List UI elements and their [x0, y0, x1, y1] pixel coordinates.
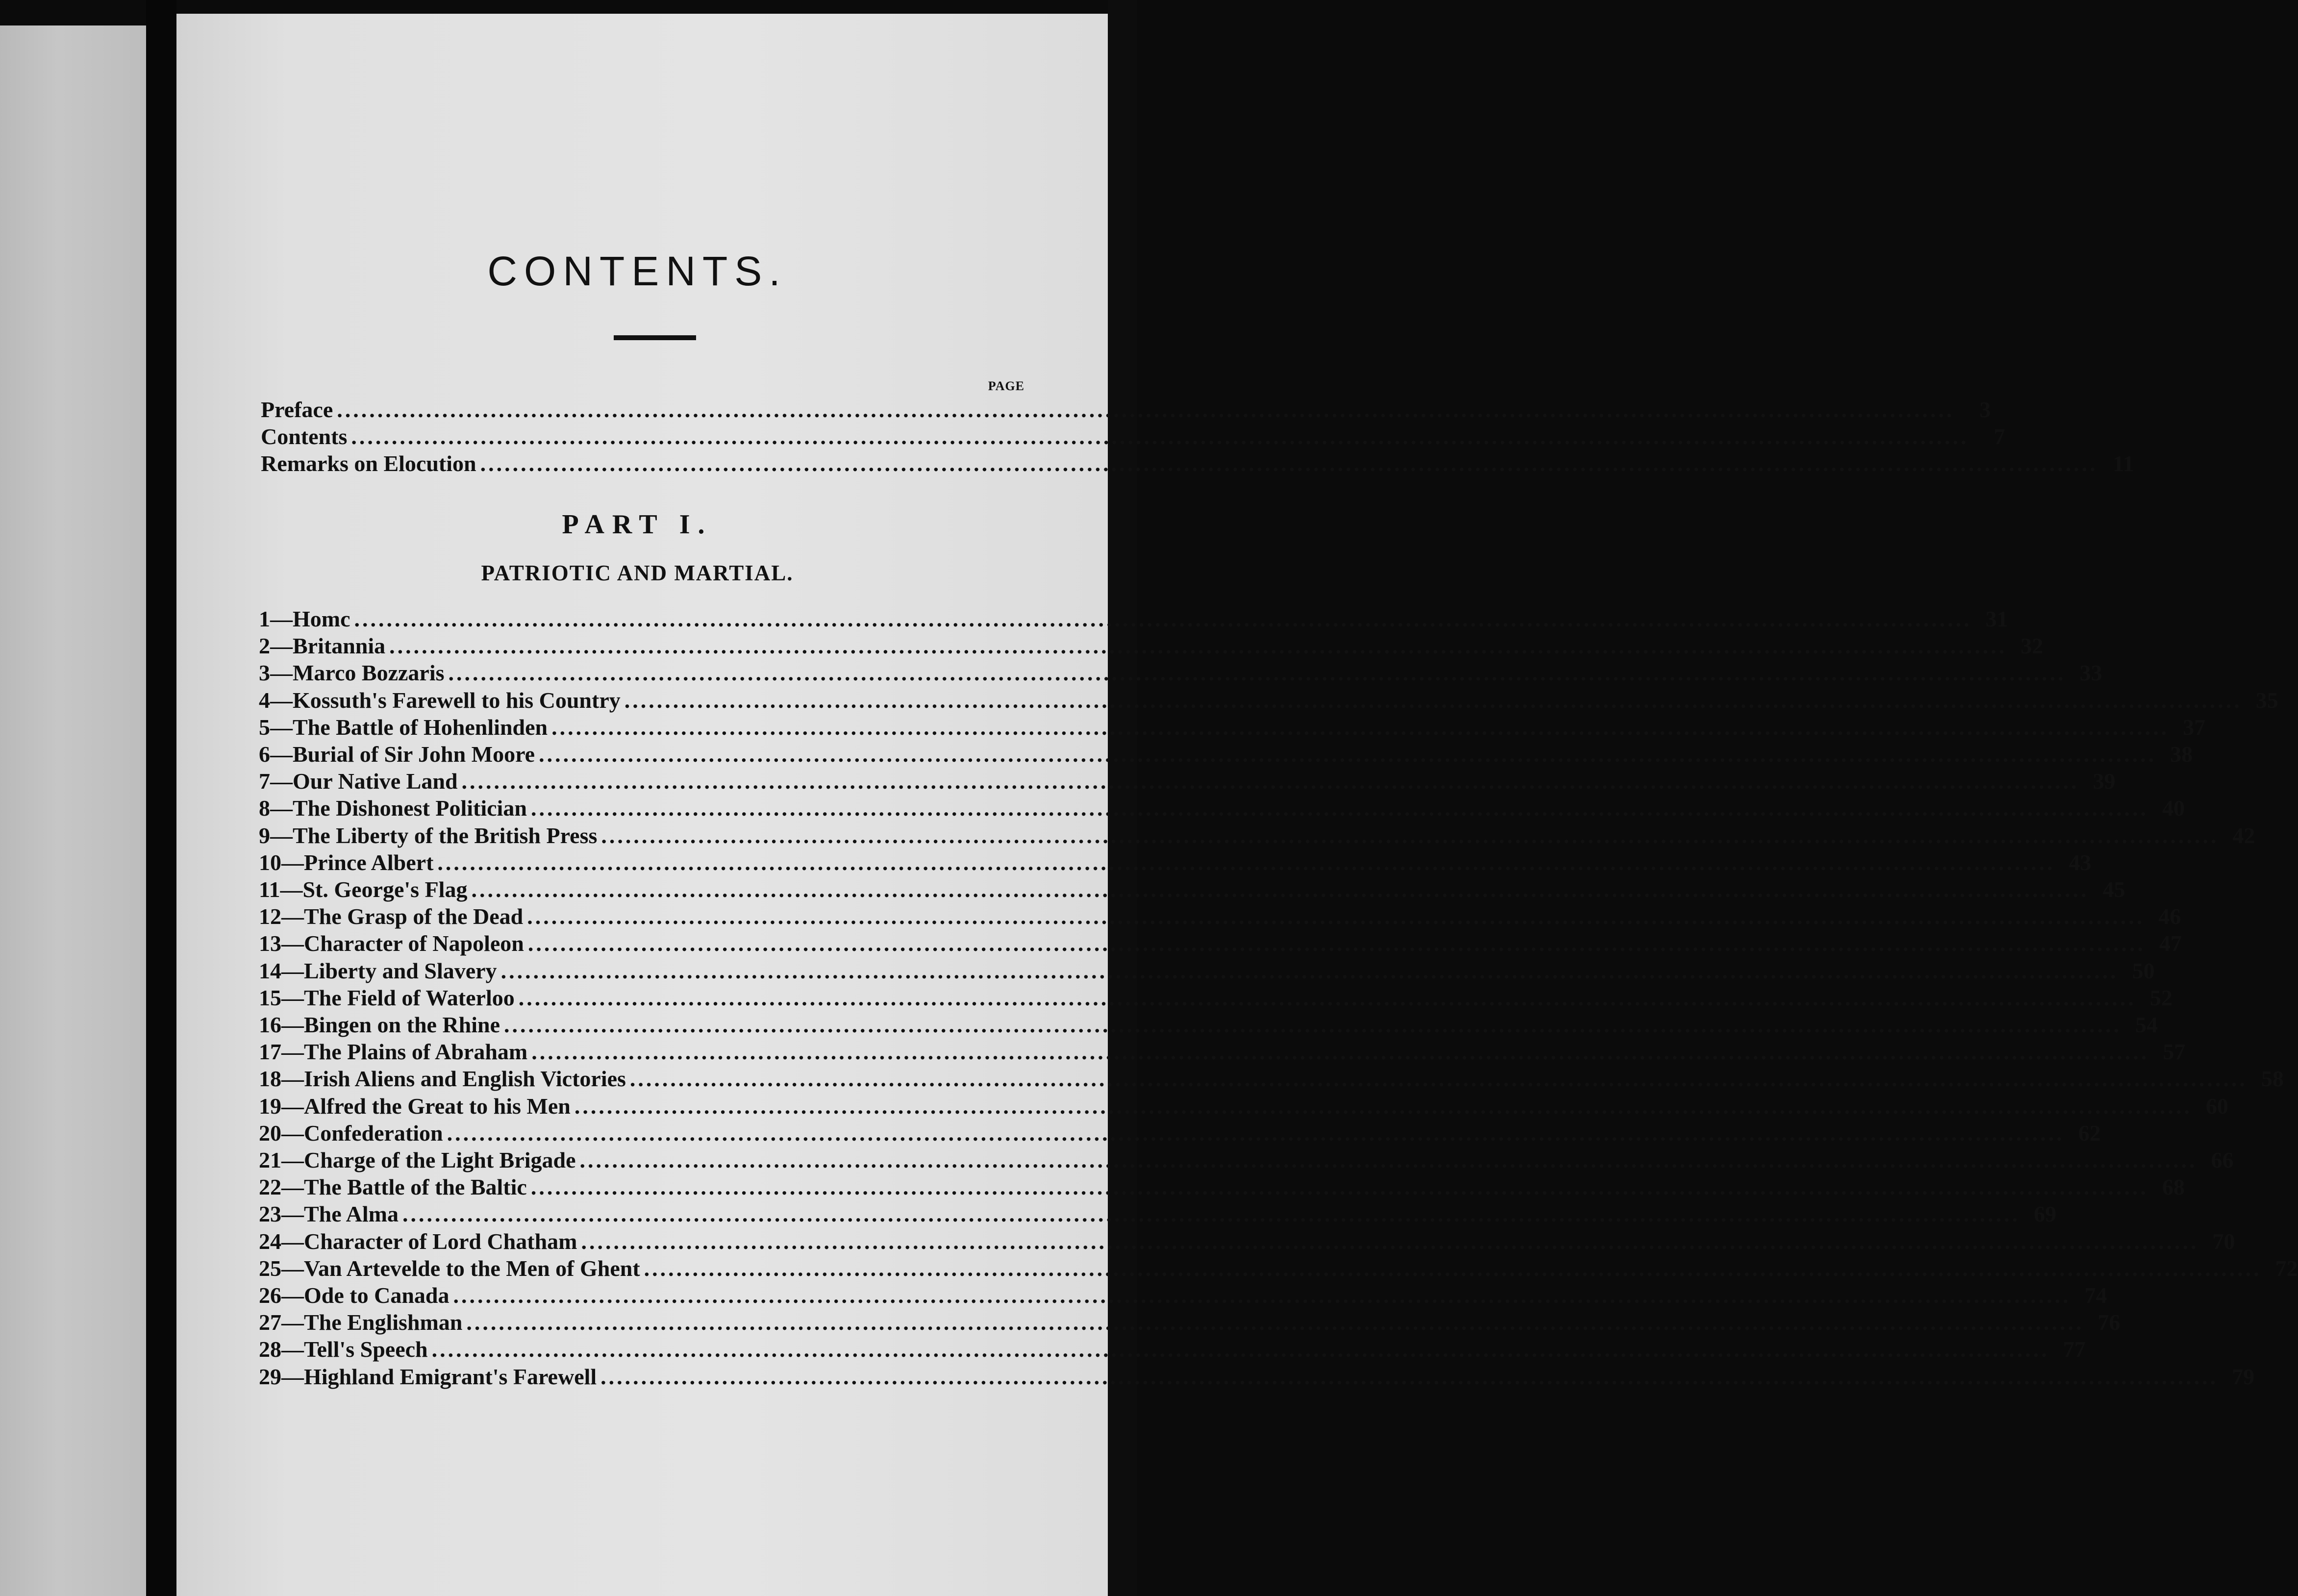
previous-page-edge [0, 25, 146, 1596]
toc-page-number: 33 [2079, 660, 2102, 685]
toc-entry-row [259, 660, 2102, 685]
dot-leader: ........................................................................................................................................................................................................ [447, 1121, 2065, 1146]
toc-entry-title: 22—The Battle of the Baltic [259, 1174, 527, 1199]
toc-page-number: 45 [2102, 877, 2125, 902]
title-rule [614, 335, 696, 340]
toc-entry-row [259, 1039, 2186, 1064]
toc-entry-row [259, 1364, 2255, 1389]
toc-entry-title: 14—Liberty and Slavery [259, 958, 497, 983]
toc-entry-title: 8—The Dishonest Politician [259, 796, 527, 821]
toc-entry-row [259, 1337, 2086, 1362]
toc-entry-title: 7—Our Native Land [259, 769, 458, 794]
toc-page-number: 32 [2021, 633, 2044, 658]
toc-entry-title: 27—The Englishman [259, 1310, 463, 1335]
toc-entry-row [259, 688, 2278, 713]
toc-entry-row [259, 985, 2173, 1010]
dot-leader: ........................................................................................................................................................................................................ [402, 1201, 2020, 1226]
dot-leader: ........................................................................................................................................................................................................ [600, 1364, 2219, 1389]
toc-entry-title: 1—Homc [259, 606, 350, 631]
toc-page-number: 69 [2033, 1201, 2056, 1226]
toc-row-preface [261, 397, 1991, 422]
dot-leader: ........................................................................................................................................................................................................ [437, 850, 2055, 875]
toc-entry-row [259, 877, 2125, 902]
toc-page-number: 7 [1994, 424, 2005, 449]
dot-leader: ........................................................................................................................................................................................................ [471, 877, 2089, 902]
toc-entry-title: 29—Highland Emigrant's Farewell [259, 1364, 597, 1389]
toc-page-number: 52 [2149, 985, 2173, 1010]
toc-page-number: 68 [2162, 1174, 2185, 1199]
toc-page-number: 54 [2135, 1012, 2158, 1037]
toc-entry-row [259, 1201, 2056, 1226]
toc-entry-row [259, 606, 2008, 631]
toc-entry-title: 6—Burial of Sir John Moore [259, 742, 535, 767]
page-column-header: PAGE [988, 379, 1024, 393]
toc-entry-row [259, 1229, 2235, 1254]
toc-row-contents [261, 424, 2005, 449]
toc-entry-title: 28—Tell's Speech [259, 1337, 428, 1362]
toc-entry-row [259, 1174, 2185, 1199]
dot-leader: ........................................................................................................................................................................................................ [579, 1147, 2198, 1172]
dot-leader: ........................................................................................................................................................................................................ [354, 606, 1972, 631]
dot-leader: ........................................................................................................................................................................................................ [480, 451, 2098, 476]
dot-leader: ........................................................................................................................................................................................................ [624, 688, 2242, 713]
toc-page-number: 38 [2170, 742, 2193, 767]
toc-entry-title: 2—Britannia [259, 633, 386, 658]
toc-page-number: 79 [2232, 1364, 2255, 1389]
toc-entry-row [259, 1066, 2284, 1091]
dot-leader: ........................................................................................................................................................................................................ [461, 769, 2079, 794]
dot-leader: ........................................................................................................................................................................................................ [527, 931, 2146, 956]
dot-leader: ........................................................................................................................................................................................................ [431, 1337, 2049, 1362]
toc-entry-row [259, 742, 2193, 767]
toc-page-number: 11 [2113, 451, 2134, 476]
book-gutter [146, 0, 176, 1596]
toc-entry-title: 5—The Battle of Hohenlinden [259, 715, 548, 740]
toc-entry-row [259, 1094, 2228, 1119]
toc-entry-title: 17—The Plains of Abraham [259, 1039, 528, 1064]
dot-leader: ........................................................................................................................................................................................................ [530, 1174, 2148, 1199]
toc-entry-row [259, 1147, 2234, 1172]
toc-entry-row [259, 1121, 2101, 1146]
toc-entry-title: 4—Kossuth's Farewell to his Country [259, 688, 621, 713]
toc-page-number: 72 [2275, 1256, 2298, 1281]
toc-entry-title: 11—St. George's Flag [259, 877, 468, 902]
toc-entry-row [259, 958, 2155, 983]
toc-entry-title: 24—Character of Lord Chatham [259, 1229, 577, 1254]
toc-page-number: 31 [1985, 606, 2008, 631]
dot-leader: ........................................................................................................................................................................................................ [601, 823, 2219, 848]
toc-entry-title: 12—The Grasp of the Dead [259, 904, 524, 929]
toc-label: Contents [261, 424, 348, 449]
toc-page-number: 60 [2205, 1094, 2228, 1119]
toc-page-number: 42 [2232, 823, 2255, 848]
dot-leader: ........................................................................................................................................................................................................ [337, 397, 1955, 422]
toc-page-number: 74 [2084, 1283, 2107, 1308]
dot-leader: ........................................................................................................................................................................................................ [539, 742, 2157, 767]
toc-entry-title: 25—Van Artevelde to the Men of Ghent [259, 1256, 640, 1281]
toc-page-number: 62 [2078, 1121, 2101, 1146]
dot-leader: ........................................................................................................................................................................................................ [574, 1094, 2192, 1119]
part-subheading: PATRIOTIC AND MARTIAL. [481, 561, 794, 585]
toc-entry-row [259, 633, 2044, 658]
dot-leader: ........................................................................................................................................................................................................ [530, 796, 2148, 821]
toc-page-number: 47 [2159, 931, 2182, 956]
toc-entry-row [259, 796, 2185, 821]
toc-entry-title: 13—Character of Napoleon [259, 931, 524, 956]
toc-page-number: 77 [2063, 1337, 2086, 1362]
dot-leader: ........................................................................................................................................................................................................ [500, 958, 2119, 983]
toc-entry-row [259, 1310, 2121, 1335]
toc-page-number: 3 [1979, 397, 1991, 422]
toc-entry-row [259, 1256, 2298, 1281]
toc-entry-title: 3—Marco Bozzaris [259, 660, 445, 685]
dot-leader: ........................................................................................................................................................................................................ [518, 985, 2136, 1010]
toc-page-number: 35 [2255, 688, 2278, 713]
toc-page-number: 43 [2069, 850, 2092, 875]
toc-entry-row [259, 931, 2182, 956]
dot-leader: ........................................................................................................................................................................................................ [527, 904, 2145, 929]
toc-entry-row [259, 850, 2092, 875]
toc-entry-row [259, 904, 2181, 929]
toc-page-number: 46 [2158, 904, 2181, 929]
page-title: CONTENTS. [487, 248, 787, 294]
toc-entry-title: 20—Confederation [259, 1121, 443, 1146]
toc-page-number: 70 [2212, 1229, 2235, 1254]
dot-leader: ........................................................................................................................................................................................................ [351, 424, 1969, 449]
toc-entry-row [259, 1012, 2158, 1037]
toc-entry-title: 18—Irish Aliens and English Victories [259, 1066, 626, 1091]
dot-leader: ........................................................................................................................................................................................................ [581, 1229, 2199, 1254]
part-heading: PART I. [562, 509, 713, 540]
dot-leader: ........................................................................................................................................................................................................ [551, 715, 2170, 740]
dot-leader: ........................................................................................................................................................................................................ [448, 660, 2066, 685]
dot-leader: ........................................................................................................................................................................................................ [453, 1283, 2071, 1308]
toc-page-number: 76 [2098, 1310, 2121, 1335]
toc-entry-row [259, 823, 2255, 848]
toc-entry-title: 15—The Field of Waterloo [259, 985, 515, 1010]
toc-entry-title: 23—The Alma [259, 1201, 399, 1226]
toc-entry-title: 10—Prince Albert [259, 850, 434, 875]
toc-entry-row [259, 715, 2206, 740]
toc-entry-row [259, 1283, 2107, 1308]
dot-leader: ........................................................................................................................................................................................................ [504, 1012, 2122, 1037]
toc-page-number: 66 [2211, 1147, 2234, 1172]
toc-page-number: 58 [2261, 1066, 2284, 1091]
toc-page-number: 40 [2162, 796, 2185, 821]
toc-label: Preface [261, 397, 333, 422]
dot-leader: ........................................................................................................................................................................................................ [531, 1039, 2149, 1064]
toc-label: Remarks on Elocution [261, 451, 476, 476]
dot-leader: ........................................................................................................................................................................................................ [389, 633, 2007, 658]
toc-row-remarks [261, 451, 2134, 476]
toc-page-number: 50 [2132, 958, 2155, 983]
toc-entry-row [259, 769, 2116, 794]
toc-page-number: 37 [2183, 715, 2206, 740]
dot-leader: ........................................................................................................................................................................................................ [629, 1066, 2248, 1091]
toc-entry-title: 16—Bingen on the Rhine [259, 1012, 500, 1037]
toc-entry-title: 9—The Liberty of the British Press [259, 823, 598, 848]
toc-page-number: 57 [2163, 1039, 2186, 1064]
toc-entry-title: 19—Alfred the Great to his Men [259, 1094, 571, 1119]
toc-entry-title: 26—Ode to Canada [259, 1283, 450, 1308]
dot-leader: ........................................................................................................................................................................................................ [644, 1256, 2262, 1281]
toc-entry-title: 21—Charge of the Light Brigade [259, 1147, 576, 1172]
dot-leader: ........................................................................................................................................................................................................ [466, 1310, 2084, 1335]
toc-page-number: 39 [2093, 769, 2116, 794]
